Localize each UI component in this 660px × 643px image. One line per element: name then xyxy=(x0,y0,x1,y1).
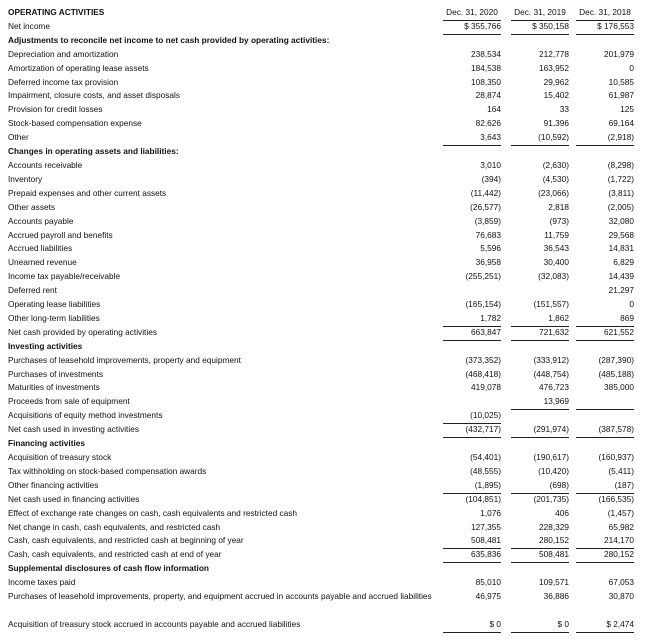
value-col-3: 621,552 xyxy=(576,326,634,341)
value-col-1: 3,643 xyxy=(443,131,501,146)
row-r37 xyxy=(0,521,660,535)
value-col-3: $ 176,553 xyxy=(576,20,634,35)
row-r03 xyxy=(0,48,660,62)
value-col-1: 1,782 xyxy=(443,312,501,327)
value-col-1: Dec. 31, 2020 xyxy=(443,6,501,21)
row-r29 xyxy=(0,409,660,423)
value-col-2: 30,400 xyxy=(543,257,569,268)
row-r07 xyxy=(0,103,660,117)
row-label: Accrued payroll and benefits xyxy=(8,229,113,240)
row-r36 xyxy=(0,507,660,521)
value-col-1: 3,010 xyxy=(480,159,501,170)
value-col-1: 5,596 xyxy=(480,243,501,254)
value-col-2: (10,420) xyxy=(538,465,569,476)
row-label: Cash, cash equivalents, and restricted cash at beginning of year xyxy=(8,535,244,546)
value-col-2: (4,530) xyxy=(542,173,569,184)
row-label: Net income xyxy=(8,20,50,31)
value-col-1: (468,418) xyxy=(465,368,501,379)
row-label: Supplemental disclosures of cash flow information xyxy=(8,563,210,574)
value-col-2: (973) xyxy=(549,215,569,226)
row-label: Income tax payable/receivable xyxy=(8,271,121,282)
row-label: Acquisition of treasury stock xyxy=(8,452,112,462)
value-col-3: 0 xyxy=(629,62,634,73)
row-label: Changes in operating assets and liabilities: xyxy=(8,146,179,157)
value-col-2 xyxy=(511,409,569,410)
cash-flow-statement xyxy=(0,6,660,632)
value-col-2: $ 0 xyxy=(511,618,569,633)
value-col-1: (1,895) xyxy=(443,479,501,494)
value-col-3: (1,722) xyxy=(607,173,634,184)
value-col-3: 21,297 xyxy=(608,285,634,296)
value-col-3: (166,535) xyxy=(598,493,634,504)
row-label: Maturities of investments xyxy=(8,382,100,393)
row-r22 xyxy=(0,312,660,326)
value-col-3: (387,578) xyxy=(576,423,634,438)
value-col-1: 46,975 xyxy=(475,591,501,602)
value-col-1: 28,874 xyxy=(475,90,501,101)
row-r00 xyxy=(0,6,660,20)
row-r32 xyxy=(0,451,660,465)
value-col-3: (2,918) xyxy=(576,131,634,146)
value-col-3: 125 xyxy=(620,104,634,115)
value-col-3: 32,080 xyxy=(608,215,634,226)
row-r18 xyxy=(0,256,660,270)
value-col-2: 508,481 xyxy=(511,548,569,563)
value-col-1: 108,350 xyxy=(471,76,501,87)
row-label: Cash, cash equivalents, and restricted cash at end of year xyxy=(8,549,222,560)
value-col-2: 29,962 xyxy=(543,76,569,87)
value-col-3: 280,152 xyxy=(576,548,634,563)
row-r35 xyxy=(0,493,660,507)
value-col-3: (1,457) xyxy=(607,507,634,518)
value-col-1: 419,078 xyxy=(471,382,501,393)
value-col-1: (11,442) xyxy=(470,187,501,198)
value-col-2: 476,723 xyxy=(539,382,569,393)
row-r41 xyxy=(0,576,660,590)
row-r13 xyxy=(0,187,660,201)
row-label: Purchases of leasehold improvements, property and equipment xyxy=(8,354,241,365)
value-col-2: 109,571 xyxy=(539,577,569,588)
value-col-1: (432,717) xyxy=(443,423,501,438)
value-col-1: (3,859) xyxy=(474,215,501,226)
value-col-1: (104,851) xyxy=(465,493,501,504)
value-col-1: (54,401) xyxy=(470,452,501,462)
value-col-2: 280,152 xyxy=(511,534,569,549)
row-r24 xyxy=(0,340,660,354)
value-col-2: (333,912) xyxy=(533,354,569,365)
row-r26 xyxy=(0,368,660,382)
row-label: Stock-based compensation expense xyxy=(8,118,142,129)
value-col-1: (373,352) xyxy=(465,354,501,365)
row-label: Acquisition of treasury stock accrued in accounts payable and accrued liabilities xyxy=(8,618,301,629)
value-col-1: 1,076 xyxy=(480,507,501,518)
row-label: Purchases of leasehold improvements, property, and equipment accrued in accounts payable and accrued liabilities xyxy=(8,591,432,602)
row-label: Amortization of operating lease assets xyxy=(8,62,149,73)
value-col-3: 65,982 xyxy=(608,521,634,532)
value-col-3 xyxy=(576,409,634,410)
value-col-2: 163,952 xyxy=(539,62,569,73)
value-col-3: 201,979 xyxy=(604,48,634,59)
row-label: Net cash used in investing activities xyxy=(8,424,139,435)
value-col-2: (2,630) xyxy=(542,159,569,170)
row-r08 xyxy=(0,117,660,131)
row-r16 xyxy=(0,229,660,243)
row-r05 xyxy=(0,76,660,90)
row-r01 xyxy=(0,20,660,34)
value-col-3: 10,585 xyxy=(608,76,634,87)
row-r30 xyxy=(0,423,660,437)
value-col-3: (5,411) xyxy=(608,465,634,476)
value-col-2: 91,396 xyxy=(543,118,569,129)
value-col-3: 29,568 xyxy=(608,229,634,240)
value-col-2: 13,969 xyxy=(543,396,569,407)
value-col-2: 212,778 xyxy=(539,48,569,59)
value-col-3: 385,000 xyxy=(604,382,634,393)
value-col-2: 721,632 xyxy=(511,326,569,341)
value-col-3: (287,390) xyxy=(598,354,634,365)
value-col-3: 14,831 xyxy=(608,243,634,254)
value-col-3: (2,005) xyxy=(607,201,634,212)
value-col-2: (10,592) xyxy=(511,131,569,146)
value-col-3: 869 xyxy=(576,312,634,327)
value-col-1: (26,577) xyxy=(470,201,501,212)
value-col-3: Dec. 31, 2018 xyxy=(576,6,634,21)
value-col-3: (8,298) xyxy=(607,159,634,170)
row-r02 xyxy=(0,34,660,48)
value-col-2: Dec. 31, 2019 xyxy=(511,6,569,21)
row-label: Accrued liabilities xyxy=(8,243,73,254)
value-col-1: (394) xyxy=(481,173,501,184)
row-label: Accounts receivable xyxy=(8,159,83,170)
value-col-2: (190,617) xyxy=(533,452,569,462)
row-r38 xyxy=(0,534,660,548)
row-label: Deferred income tax provision xyxy=(8,76,119,87)
row-label: Unearned revenue xyxy=(8,257,77,268)
row-label: Prepaid expenses and other current assets xyxy=(8,187,167,198)
row-r40 xyxy=(0,562,660,576)
row-label: Net change in cash, cash equivalents, and restricted cash xyxy=(8,521,221,532)
row-label: Purchases of investments xyxy=(8,368,103,379)
value-col-1: 635,836 xyxy=(443,548,501,563)
value-col-2: (23,066) xyxy=(538,187,569,198)
value-col-3: (485,188) xyxy=(598,368,634,379)
row-r21 xyxy=(0,298,660,312)
row-r10 xyxy=(0,145,660,159)
row-r31 xyxy=(0,437,660,451)
row-r19 xyxy=(0,270,660,284)
value-col-2: $ 350,158 xyxy=(511,20,569,35)
value-col-1: 76,683 xyxy=(475,229,501,240)
value-col-3: 61,987 xyxy=(608,90,634,101)
row-r20 xyxy=(0,284,660,298)
value-col-2: 11,759 xyxy=(544,229,569,240)
row-r43 xyxy=(0,618,660,632)
value-col-2: 33 xyxy=(559,104,569,115)
row-r15 xyxy=(0,215,660,229)
row-r33 xyxy=(0,465,660,479)
row-label: Impairment, closure costs, and asset disposals xyxy=(8,90,181,101)
value-col-1: 663,847 xyxy=(443,326,501,341)
value-col-2: 36,543 xyxy=(543,243,569,254)
row-label: Depreciation and amortization xyxy=(8,48,119,59)
value-col-2: (698) xyxy=(511,479,569,494)
row-label: Provision for credit losses xyxy=(8,104,103,115)
value-col-2: (201,735) xyxy=(533,493,569,504)
row-r23 xyxy=(0,326,660,340)
value-col-2: (32,083) xyxy=(538,271,569,282)
row-label: Tax withholding on stock-based compensation awards xyxy=(8,465,207,476)
row-r27 xyxy=(0,381,660,395)
value-col-1: $ 355,766 xyxy=(443,20,501,35)
value-col-2: 1,862 xyxy=(511,312,569,327)
row-r11 xyxy=(0,159,660,173)
value-col-2: 406 xyxy=(555,507,569,518)
value-col-1: 36,958 xyxy=(475,257,501,268)
value-col-3: 67,053 xyxy=(608,577,634,588)
value-col-2: (151,557) xyxy=(533,299,569,310)
value-col-3: (3,811) xyxy=(608,187,634,198)
value-col-3: (160,937) xyxy=(598,452,634,462)
row-label: Operating lease liabilities xyxy=(8,299,101,310)
row-label: Net cash provided by operating activities xyxy=(8,326,157,337)
row-r25 xyxy=(0,354,660,368)
row-r39 xyxy=(0,548,660,562)
row-r04 xyxy=(0,62,660,76)
value-col-3: 69,164 xyxy=(608,118,634,129)
value-col-2: 228,329 xyxy=(539,521,569,532)
row-label: Accounts payable xyxy=(8,215,74,226)
row-label: Other financing activities xyxy=(8,479,99,490)
row-r28 xyxy=(0,395,660,409)
row-label: Investing activities xyxy=(8,340,83,351)
value-col-1: $ 0 xyxy=(443,618,501,633)
row-label: Acquisitions of equity method investments xyxy=(8,410,163,421)
row-label: Adjustments to reconcile net income to net cash provided by operating activities: xyxy=(8,34,330,45)
value-col-3: 30,870 xyxy=(608,591,634,602)
row-label: Other long-term liabilities xyxy=(8,312,100,323)
row-r06 xyxy=(0,89,660,103)
value-col-1: 164 xyxy=(487,104,501,115)
value-col-1: (48,555) xyxy=(470,465,501,476)
value-col-2: 15,402 xyxy=(543,90,569,101)
value-col-2: 36,886 xyxy=(543,591,569,602)
value-col-1: (10,025) xyxy=(443,409,501,424)
value-col-2: (448,754) xyxy=(533,368,569,379)
value-col-1: 238,534 xyxy=(471,48,501,59)
value-col-2: 2,818 xyxy=(548,201,569,212)
value-col-3: 0 xyxy=(629,299,634,310)
value-col-1: 85,010 xyxy=(475,577,501,588)
row-r17 xyxy=(0,242,660,256)
row-label: Proceeds from sale of equipment xyxy=(8,396,130,407)
row-label: Net cash used in financing activities xyxy=(8,493,140,504)
row-r14 xyxy=(0,201,660,215)
value-col-3: 6,829 xyxy=(613,257,634,268)
value-col-1: 508,481 xyxy=(443,534,501,549)
value-col-3: (187) xyxy=(576,479,634,494)
row-r34 xyxy=(0,479,660,493)
value-col-3: 214,170 xyxy=(576,534,634,549)
row-label: OPERATING ACTIVITIES xyxy=(8,7,105,17)
row-label: Deferred rent xyxy=(8,285,57,296)
value-col-2: (291,974) xyxy=(511,423,569,438)
row-label: Inventory xyxy=(8,173,43,184)
value-col-1: 127,355 xyxy=(471,521,501,532)
row-r12 xyxy=(0,173,660,187)
value-col-3: $ 2,474 xyxy=(576,618,634,633)
row-label: Other xyxy=(8,132,29,143)
value-col-1: 82,626 xyxy=(475,118,501,129)
row-r09 xyxy=(0,131,660,145)
row-label: Income taxes paid xyxy=(8,577,76,588)
row-r42 xyxy=(0,590,660,618)
value-col-1: 184,538 xyxy=(471,62,501,73)
row-label: Financing activities xyxy=(8,438,85,449)
value-col-1: (165,154) xyxy=(465,299,501,310)
value-col-3: 14,439 xyxy=(608,271,634,282)
row-label: Effect of exchange rate changes on cash, cash equivalents and restricted cash xyxy=(8,507,298,518)
value-col-1: (255,251) xyxy=(465,271,501,282)
row-label: Other assets xyxy=(8,201,56,212)
